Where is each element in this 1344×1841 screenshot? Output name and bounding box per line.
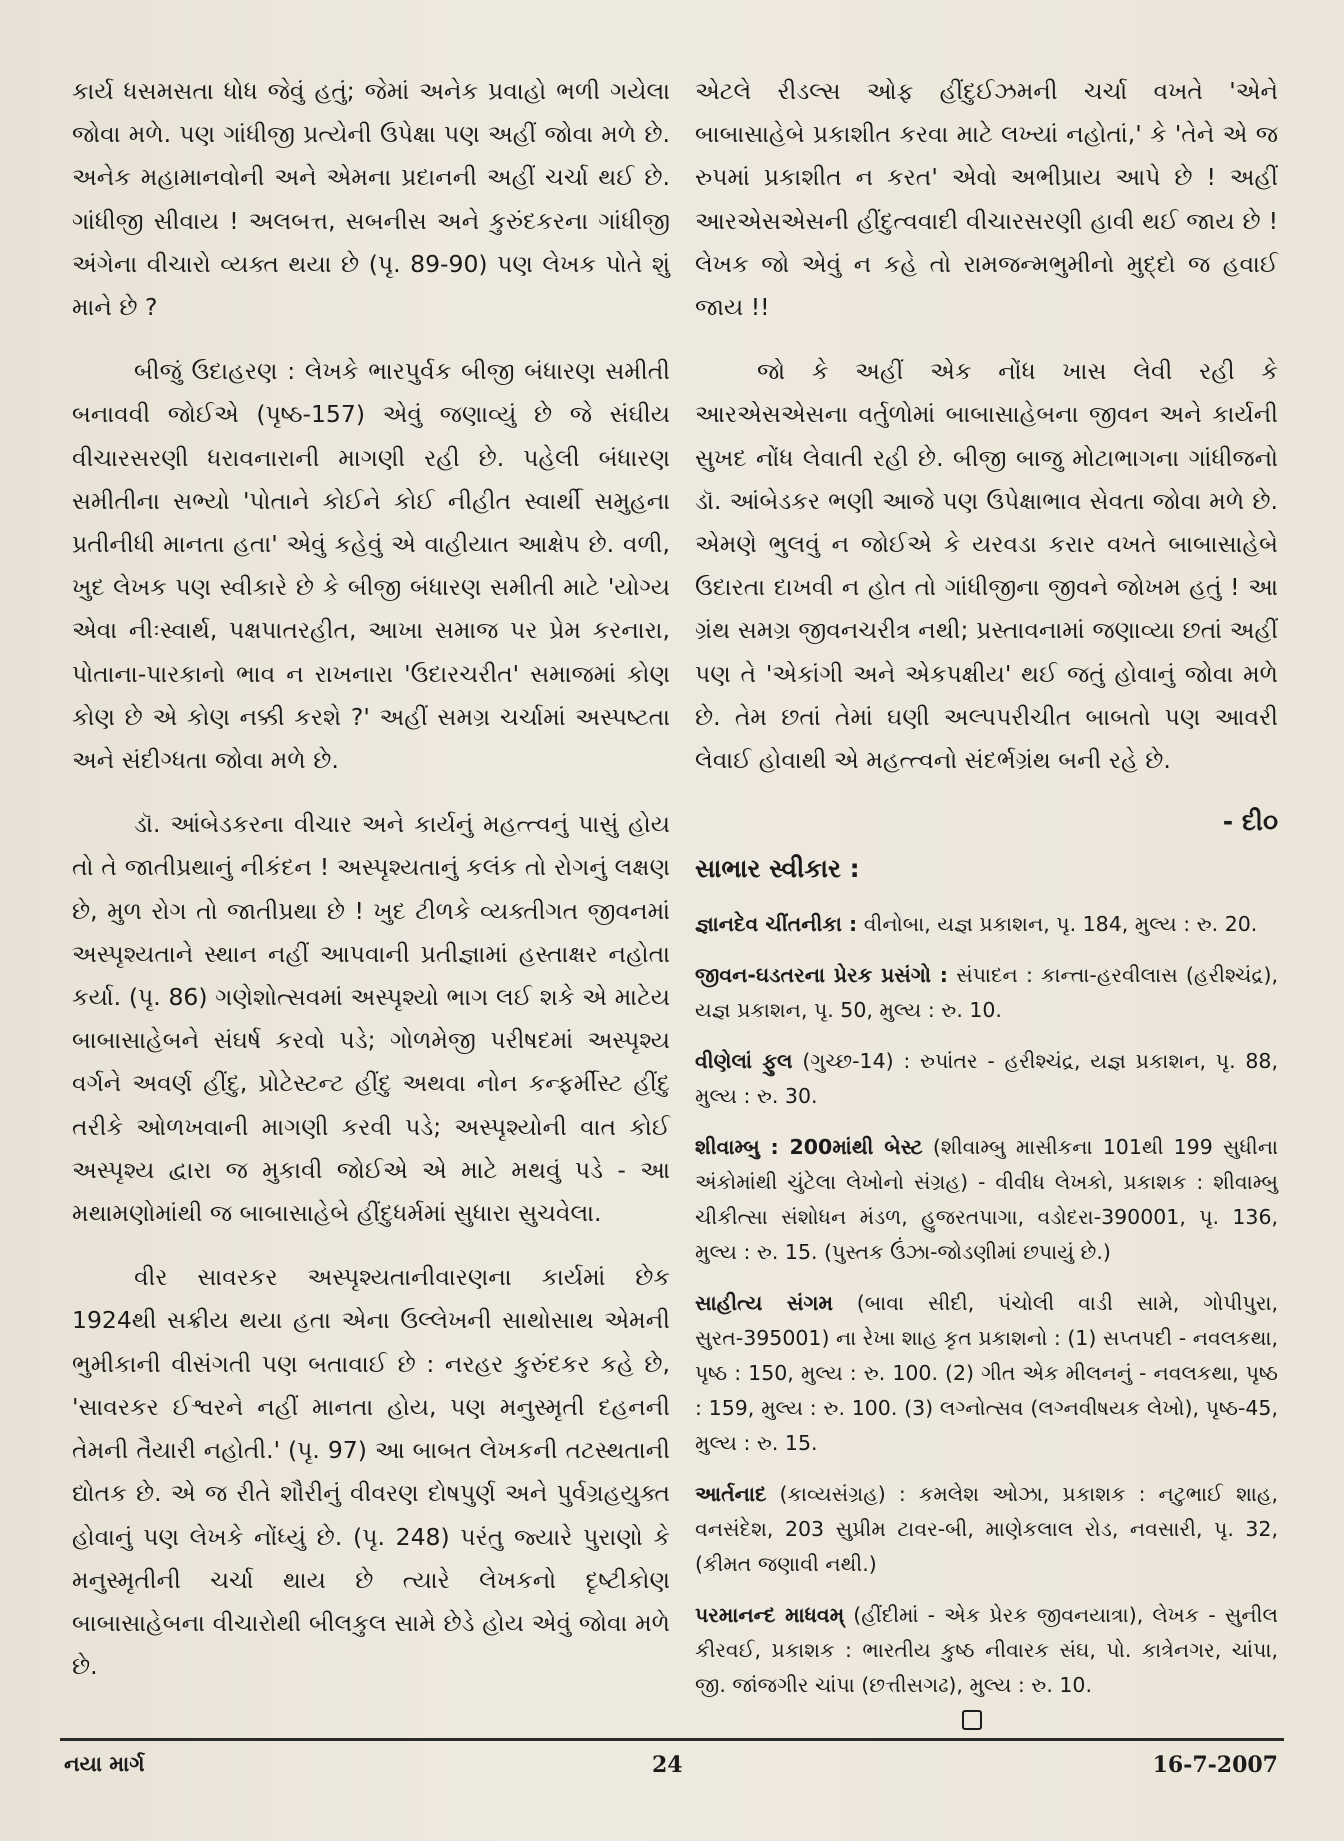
book-details: (હીંદીમાં - એક પ્રેરક જીવનયાત્રા), લેખક - સુનીલ કીરવઈ, પ્રકાશક : ભારતીય કુષ્ઠ નીવારક સંઘ, પો. કાત્રેનગર, ચાંપા, જી. જાંજગીર ચાંપા (છત્તીસગઢ), મુલ્ય : રુ. 10.: [695, 1602, 1279, 1697]
body-paragraph: એટલે રીડલ્સ ઓફ હીંદુઈઝમની ચર્ચા વખતે 'એને બાબાસાહેબે પ્રકાશીત કરવા માટે લખ્યાં નહોતાં,' કે 'તેને એ જ રુપમાં પ્રકાશીત ન કરત' એવો અભીપ્રાય આપે છે ! અહીં આરએસએસની હીંદુત્વવાદી વીચારસરણી હાવી થઈ જાય છે ! લેખક જો એવું ન કહે તો રામજન્મભુમીનો મુદ્દો જ હવાઈ જાય !!: [695, 77, 1278, 322]
acknowledgement-item: [695, 1477, 1278, 1582]
book-title: પરમાનન્દ માધવમ્: [695, 1602, 845, 1627]
left-column: [72, 70, 670, 1688]
acknowledgement-item: [695, 1130, 1278, 1270]
body-paragraph: વીર સાવરકર અસ્પૃશ્યતાનીવારણના કાર્યમાં છેક 1924થી સક્રીય થયા હતા એના ઉલ્લેખની સાથોસાથ એમની ભુમીકાની વીસંગતી પણ બતાવાઈ છે : નરહર કુરુંદકર કહે છે, 'સાવરકર ઈશ્વરને નહીં માનતા હોય, પણ મનુસ્મૃતી દહનની તેમની તૈયારી નહોતી.' (પૃ. 97) આ બાબત લેખકની તટસ્થતાની દ્યોતક છે. એ જ રીતે શૌરીનું વીવરણ દોષપુર્ણ અને પુર્વગ્રહયુક્ત હોવાનું પણ લેખકે નોંધ્યું છે. (પૃ. 248) પરંતુ જ્યારે પુરાણો કે મનુસ્મૃતીની ચર્ચા થાય છે ત્યારે લેખકનો દૃષ્ટીકોણ બાબાસાહેબના વીચારોથી બીલકુલ સામે છેડે હોય એવું જોવા મળે છે.: [72, 1263, 670, 1681]
body-paragraph: બીજું ઉદાહરણ : લેખકે ભારપુર્વક બીજી બંધારણ સમીતી બનાવવી જોઈએ (પૃષ્ઠ-157) એવું જણાવ્યું છે જે સંઘીય વીચારસરણી ધરાવનારાની માગણી રહી છે. પહેલી બંધારણ સમીતીના સભ્યો 'પોતાને કોઈને કોઈ નીહીત સ્વાર્થી સમુહના પ્રતીનીધી માનતા હતા' એવું કહેવું એ વાહીયાત આક્ષેપ છે. વળી, ખુદ લેખક પણ સ્વીકારે છે કે બીજી બંધારણ સમીતી માટે 'યોગ્ય એવા નીઃસ્વાર્થ, પક્ષપાતરહીત, આખા સમાજ પર પ્રેમ કરનારા, પોતાના-પારકાનો ભાવ ન રાખનારા 'ઉદારચરીત' સમાજમાં કોણ કોણ છે એ કોણ નક્કી કરશે ?' અહીં સમગ્ર ચર્ચામાં અસ્પષ્ટતા અને સંદીગ્ધતા જોવા મળે છે.: [72, 357, 670, 775]
body-paragraph: ડૉ. આંબેડકરના વીચાર અને કાર્યનું મહત્ત્વનું પાસું હોય તો તે જાતીપ્રથાનું નીકંદન ! અસ્પૃશ્યતાનું કલંક તો રોગનું લક્ષણ છે, મુળ રોગ તો જાતીપ્રથા છે ! ખુદ ટીળકે વ્યક્તીગત જીવનમાં અસ્પૃશ્યતાને સ્થાન નહીં આપવાની પ્રતીજ્ઞામાં હસ્તાક્ષર નહોતા કર્યા. (પૃ. 86) ગણેશોત્સવમાં અસ્પૃશ્યો ભાગ લઈ શકે એ માટેય બાબાસાહેબને સંઘર્ષ કરવો પડે; ગોળમેજી પરીષદમાં અસ્પૃશ્ય વર્ગને અવર્ણ હીંદુ, પ્રોટેસ્ટન્ટ હીંદુ અથવા નોન કન્ફર્મીસ્ટ હીંદુ તરીકે ઓળખવાની માગણી કરવી પડે; અસ્પૃશ્યોની વાત કોઈ અસ્પૃશ્ય દ્વારા જ મુકાવી જોઈએ એ માટે મથવું પડે - આ મથામણોમાંથી જ બાબાસાહેબે હીંદુધર્મમાં સુધારા સુચવેલા.: [72, 810, 670, 1228]
acknowledgement-item: [695, 1286, 1278, 1461]
issue-date: 16-7-2007: [1152, 1752, 1278, 1778]
book-title: જીવન-ઘડતરના પ્રેરક પ્રસંગો :: [695, 962, 948, 987]
body-paragraph: જો કે અહીં એક નોંધ ખાસ લેવી રહી કે આરએસએસના વર્તુળોમાં બાબાસાહેબના જીવન અને કાર્યની સુખદ નોંધ લેવાતી રહી છે. બીજી બાજુ મોટાભાગના ગાંધીજનો ડૉ. આંબેડકર ભણી આજે પણ ઉપેક્ષાભાવ સેવતા જોવા મળે છે. એમણે ભુલવું ન જોઈએ કે યરવડા કરાર વખતે બાબાસાહેબે ઉદારતા દાખવી ન હોત તો ગાંધીજીના જીવને જોખમ હતું ! આ ગ્રંથ સમગ્ર જીવનચરીત્ર નથી; પ્રસ્તાવનામાં જણાવ્યા છતાં અહીં પણ તે 'એકાંગી અને એકપક્ષીય' થઈ જતું હોવાનું જોવા મળે છે. તેમ છતાં તેમાં ઘણી અલ્પપરીચીત બાબતો પણ આવરી લેવાઈ હોવાથી એ મહત્ત્વનો સંદર્ભગ્રંથ બની રહે છે.: [695, 357, 1278, 775]
book-details: (બાવા સીદી, પંચોલી વાડી સામે, ગોપીપુરા, સુરત-395001) ના રેખા શાહ કૃત પ્રકાશનો : (1) સપ્તપદી - નવલકથા, પૃષ્ઠ : 150, મુલ્ય : રુ. 100. (2) ગીત એક મીલનનું - નવલકથા, પૃષ્ઠ : 159, મુલ્ય : રુ. 100. (3) લગ્નોત્સવ (લગ્નવીષયક લેખો), પૃષ્ઠ-45, મુલ્ય : રુ. 15.: [695, 1290, 1278, 1455]
book-details: (ગુચ્છ-14) : રુપાંતર - હરીશ્ચંદ્ર, યજ્ઞ પ્રકાશન, પૃ. 88, મુલ્ય : રુ. 30.: [695, 1048, 1278, 1108]
book-details: (કાવ્યસંગ્રહ) : કમલેશ ઓઝા, પ્રકાશક : નટુભાઈ શાહ, વનસંદેશ, 203 સુપ્રીમ ટાવર-બી, માણેકલાલ રોડ, નવસારી, પૃ. 32, (કીમત જણાવી નથી.): [695, 1481, 1278, 1576]
magazine-name: નયા માર્ગ: [64, 1752, 145, 1776]
author-signoff: - દી૦: [1222, 807, 1278, 837]
section-heading: સાભાર સ્વીકાર :: [695, 854, 860, 884]
book-title: વીણેલાં ફુલ: [695, 1048, 793, 1073]
page-number: 24: [652, 1752, 683, 1778]
book-title: શીવામ્બુ : 200માંથી બેસ્ટ: [695, 1134, 923, 1159]
book-details: સંપાદન : કાન્તા-હરવીલાસ (હરીશ્ચંદ્ર), યજ્ઞ પ્રકાશન, પૃ. 50, મુલ્ય : રુ. 10.: [695, 962, 1278, 1022]
footer-divider: [60, 1738, 1284, 1741]
book-details: વીનોબા, યજ્ઞ પ્રકાશન, પૃ. 184, મુલ્ય : રુ. 20.: [857, 911, 1258, 936]
acknowledgement-item: [695, 958, 1278, 1028]
book-details: (શીવામ્બુ માસીકના 101થી 199 સુધીના અંકોમાંથી ચુંટેલા લેખોનો સંગ્રહ) - વીવીધ લેખકો, પ્રકાશક : શીવામ્બુ ચીકીત્સા સંશોધન મંડળ, હુજરતપાગા, વડોદરા-390001, પૃ. 136, મુલ્ય : રુ. 15. (પુસ્તક ઉંઝા-જોડણીમાં છપાયું છે.): [695, 1134, 1278, 1264]
end-of-article-square-icon: [962, 1710, 982, 1730]
acknowledgement-item: [695, 1044, 1278, 1114]
book-title: જ્ઞાનદેવ ચીંતનીકા :: [695, 911, 858, 936]
acknowledgement-item: [695, 907, 1278, 942]
book-title: સાહીત્ય સંગમ: [695, 1290, 833, 1315]
acknowledgement-item: [695, 1598, 1278, 1703]
body-paragraph: કાર્ય ધસમસતા ધોધ જેવું હતું; જેમાં અનેક પ્રવાહો ભળી ગયેલા જોવા મળે. પણ ગાંધીજી પ્રત્યેની ઉપેક્ષા પણ અહીં જોવા મળે છે. અનેક મહામાનવોની અને એમના પ્રદાનની અહીં ચર્ચા થઈ છે. ગાંધીજી સીવાય ! અલબત્ત, સબનીસ અને કુરુંદકરના ગાંધીજી અંગેના વીચારો વ્યક્ત થયા છે (પૃ. 89-90) પણ લેખક પોતે શું માને છે ?: [72, 77, 670, 322]
book-title: આર્તનાદ: [695, 1481, 767, 1506]
right-column: [695, 70, 1278, 1703]
